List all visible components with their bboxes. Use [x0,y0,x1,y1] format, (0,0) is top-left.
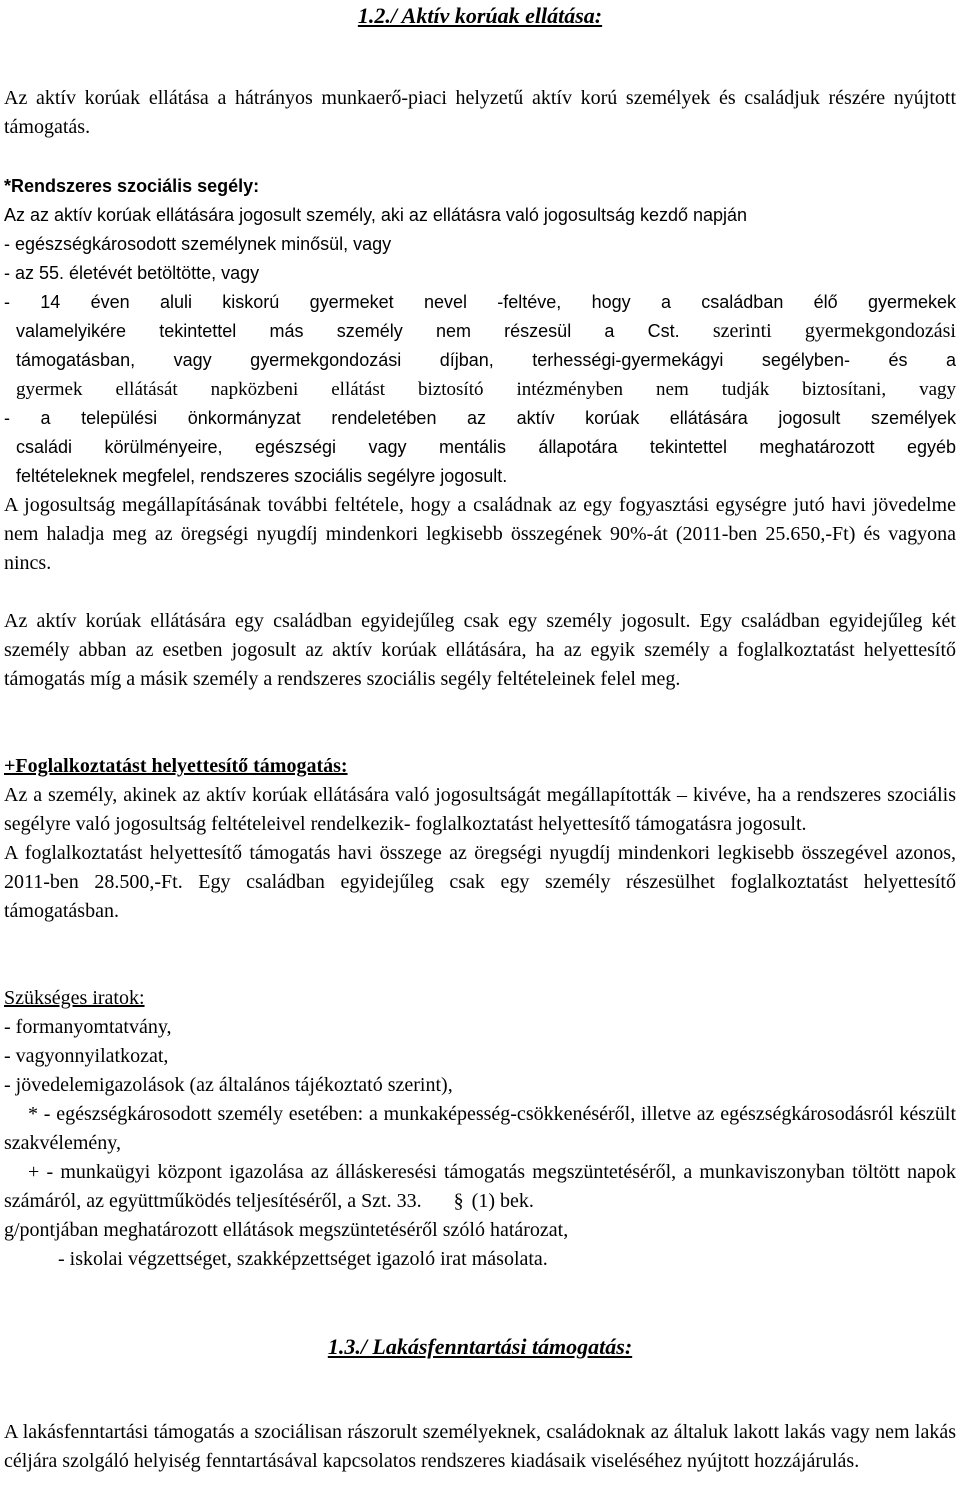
housing-paragraph: A lakásfenntartási támogatás a szociálisan rászorult személyeknek, családoknak az általuk lakott lakás vagy nem lakás céljára szolgáló helyiség fenntartásával kapcsolatos rendszeres kiadásaik viseléséhez nyújtott hozzájárulás. [4,1421,956,1472]
condition-paragraph: A jogosultság megállapításának további feltétele, hogy a családnak az egy fogyasztási egységre jutó havi jövedelme nem haladja meg az öregségi nyugdíj mindenkori legkisebb összegének 90%-át (2011-ben 25.650,-Ft) és vagyona nincs. [4,494,956,574]
section-heading-active-age: 1.2./ Aktív korúak ellátása: [357,3,603,28]
regular-aid-line [4,317,956,346]
regular-aid-fragment: szerinti gyermekgondozási [712,320,956,342]
docs-item: - iskolai végzettséget, szakképzettséget igazoló irat másolata. [58,1248,548,1270]
regular-aid-line: támogatásban, vagy gyermekgondozási díjban, terhességi-gyermekágyi segélyben- és a [16,350,956,370]
regular-aid-title: *Rendszeres szociális segély: [4,176,260,196]
employment-title: +Foglalkoztatást helyettesítő támogatás: [4,755,348,777]
regular-aid-line: - az 55. életévét betöltötte, vagy [4,263,260,283]
docs-item: * - egészségkárosodott személy esetében: a munkaképesség-csökkenéséről, illetve az egészségkárosodásról készült szakvélemény, [4,1103,956,1154]
employment-paragraph: Az a személy, akinek az aktív korúak ellátására való jogosultságát megállapították – kivéve, ha a rendszeres szociális segélyre való jogosultság feltételeivel rendelkezik- foglalkoztatást helyettesítő támogatásra jogosult. [4,784,956,835]
section-heading-housing: 1.3./ Lakásfenntartási támogatás: [327,1334,633,1359]
regular-aid-fragment: valamelyikére tekintettel más személy nem részesül a Cst. [16,321,680,341]
docs-item: g/pontjában meghatározott ellátások megszüntetéséről szóló határozat, [4,1219,569,1241]
docs-item [4,1158,956,1216]
docs-item: - formanyomtatvány, [4,1016,172,1038]
regular-aid-line: Az az aktív korúak ellátására jogosult személy, aki az ellátásra való jogosultság kezdő napján [4,205,748,225]
employment-block [4,752,956,926]
docs-item-text-end: (1) bek. [471,1190,534,1212]
required-docs-block [4,984,956,1274]
required-docs-title: Szükséges iratok: [4,987,145,1009]
regular-aid-line: - 14 éven aluli kiskorú gyermeket nevel -feltéve, hogy a családban élő gyermekek [4,292,956,312]
regular-aid-line: - a települési önkormányzat rendeletében az aktív korúak ellátására jogosult személyek [4,408,956,428]
intro-paragraph: Az aktív korúak ellátása a hátrányos munkaerő-piaci helyzetű aktív korú személyek és családjuk részére nyújtott támogatás. [4,87,956,138]
family-paragraph: Az aktív korúak ellátására egy családban egyidejűleg csak egy személy jogosult. Egy családban egyidejűleg két személy abban az esetben jogosult az aktív korúak ellátására, ha az egyik személy a foglalkoztatást helyettesítő támogatás míg a másik személy a rendszeres szociális segély feltételeinek felel meg. [4,610,956,690]
section-sign: § [453,1190,464,1212]
docs-item: - vagyonnyilatkozat, [4,1045,169,1067]
docs-item-text: + - munkaügyi központ igazolása az álláskeresési támogatás megszüntetéséről, a munkaviszonyban töltött napok számáról, az együttműködés teljesítéséről, a Szt. 33. [4,1161,956,1212]
regular-aid-line: családi körülményeire, egészségi vagy mentális állapotára tekintettel meghatározott egyéb [16,437,956,457]
regular-aid-line: gyermek ellátását napközbeni ellátást biztosító intézményben nem tudják biztosítani, vagy [16,379,956,400]
docs-item: - jövedelemigazolások (az általános tájékoztató szerint), [4,1074,453,1096]
employment-amount-paragraph: A foglalkoztatást helyettesítő támogatás havi összege az öregségi nyugdíj mindenkori legkisebb összegével azonos, 2011-ben 28.500,-Ft. Egy családban egyidejűleg csak egy személy részesülhet foglalkoztatást helyettesítő támogatásban. [4,842,956,922]
regular-aid-line: feltételeknek megfelel, rendszeres szociális segélyre jogosult. [16,466,508,486]
regular-aid-line: - egészségkárosodott személynek minősül, vagy [4,234,392,254]
regular-aid-block [4,172,956,491]
